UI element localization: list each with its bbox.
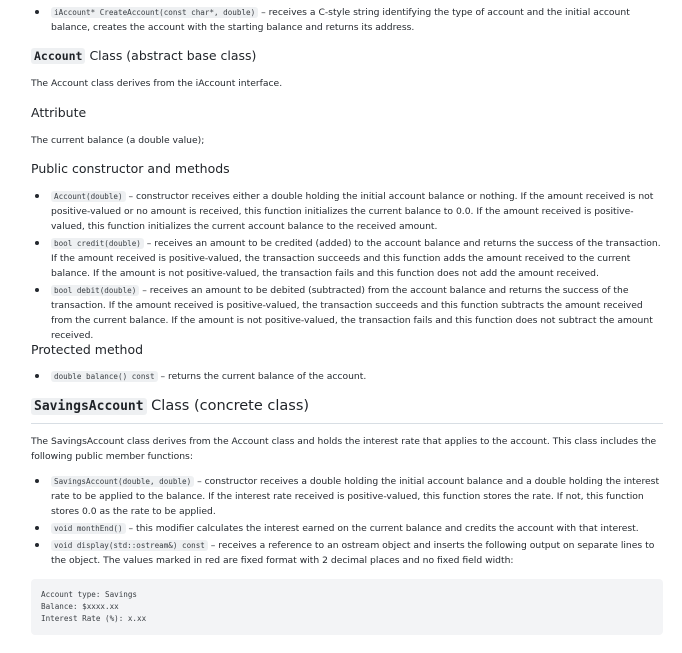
bullet-icon xyxy=(35,543,39,547)
bullet-icon xyxy=(35,194,39,198)
account-desc: The Account class derives from the iAccount interface. xyxy=(31,78,283,89)
item-text: – receives an amount to be credited (added) to the account balance and returns the success of the transaction. If the amount received is positive-valued, the transaction succeeds and this function adds the amount received to the current balance. If the amount is not positive-valued, the transaction fails and this function does not add the amount received. xyxy=(51,238,661,279)
section-divider xyxy=(31,423,663,424)
list-item xyxy=(51,474,663,519)
item-text: – this modifier calculates the interest earned on the current balance and credits the account with that interest. xyxy=(125,523,639,534)
item-text: – constructor receives either a double holding the initial account balance or nothing. If the amount received is not positive-valued or no amount is received, this function initializes the current balance to 0.0. If the amount received is positive-valued, this function initializes the current account balance to the received amount. xyxy=(51,191,654,232)
bullet-icon xyxy=(35,288,39,292)
list-item xyxy=(51,189,663,234)
heading-text: Class (concrete class) xyxy=(146,398,310,414)
heading-code: SavingsAccount xyxy=(31,398,147,415)
heading-text: Class (abstract base class) xyxy=(85,48,257,63)
bullet-icon xyxy=(35,374,39,378)
savings-heading xyxy=(31,398,309,414)
bullet-icon xyxy=(35,479,39,483)
list-item xyxy=(51,521,663,536)
code-inline: SavingsAccount(double, double) xyxy=(51,476,194,487)
code-inline: bool credit(double) xyxy=(51,238,144,249)
public-list xyxy=(51,189,663,343)
item-text: – returns the current balance of the account. xyxy=(157,371,367,382)
item-text: – receives a C-style string identifying the type of account and the initial account balance, creates the account with the starting balance and returns its address. xyxy=(51,7,630,33)
code-line: Interest Rate (%): x.xx xyxy=(41,614,147,623)
list-item xyxy=(51,5,663,35)
account-heading xyxy=(31,48,256,63)
list-item xyxy=(51,236,663,281)
code-inline: Account(double) xyxy=(51,191,126,202)
code-inline: void monthEnd() xyxy=(51,523,126,534)
code-inline: double balance() const xyxy=(51,371,158,382)
protected-heading: Protected method xyxy=(31,342,144,357)
code-inline: void display(std::ostream&) const xyxy=(51,540,208,551)
code-line: Account type: Savings xyxy=(41,590,138,599)
attribute-desc: The current balance (a double value); xyxy=(31,135,205,146)
list-item xyxy=(51,538,663,568)
code-inline: bool debit(double) xyxy=(51,285,139,296)
bullet-icon xyxy=(35,10,39,14)
output-code-block xyxy=(31,579,663,635)
list-item xyxy=(51,283,663,343)
code-inline: iAccount* CreateAccount(const char*, double) xyxy=(51,7,258,18)
item-text: – constructor receives a double holding the initial account balance and a double holding the interest rate to be applied to the balance. If the interest rate received is positive-valued, this function stores the rate. If not, this function stores 0.0 as the rate to be applied. xyxy=(51,476,660,517)
savings-desc: The SavingsAccount class derives from the Account class and holds the interest rate that applies to the account. This class includes the following public member functions: xyxy=(31,436,657,462)
savings-list xyxy=(51,474,663,568)
item-text: – receives a reference to an ostream object and inserts the following output on separate lines to the object. The values marked in red are fixed format with 2 decimal places and no fixed field width: xyxy=(51,540,655,566)
bullet-icon xyxy=(35,526,39,530)
bullet-icon xyxy=(35,241,39,245)
list-item xyxy=(51,369,663,384)
item-text: – receives an amount to be debited (subtracted) from the account balance and returns the success of the transaction. If the amount received is positive-valued, the transaction succeeds and this function subtracts the amount received from the current balance. If the amount is not positive-valued, the transaction fails and this function does not subtract the amount received. xyxy=(51,285,653,341)
protected-list xyxy=(51,369,663,384)
top-list xyxy=(51,5,663,35)
public-heading: Public constructor and methods xyxy=(31,161,230,176)
heading-code: Account xyxy=(31,48,85,64)
attribute-heading: Attribute xyxy=(31,105,87,120)
code-line: Balance: $xxxx.xx xyxy=(41,602,119,611)
